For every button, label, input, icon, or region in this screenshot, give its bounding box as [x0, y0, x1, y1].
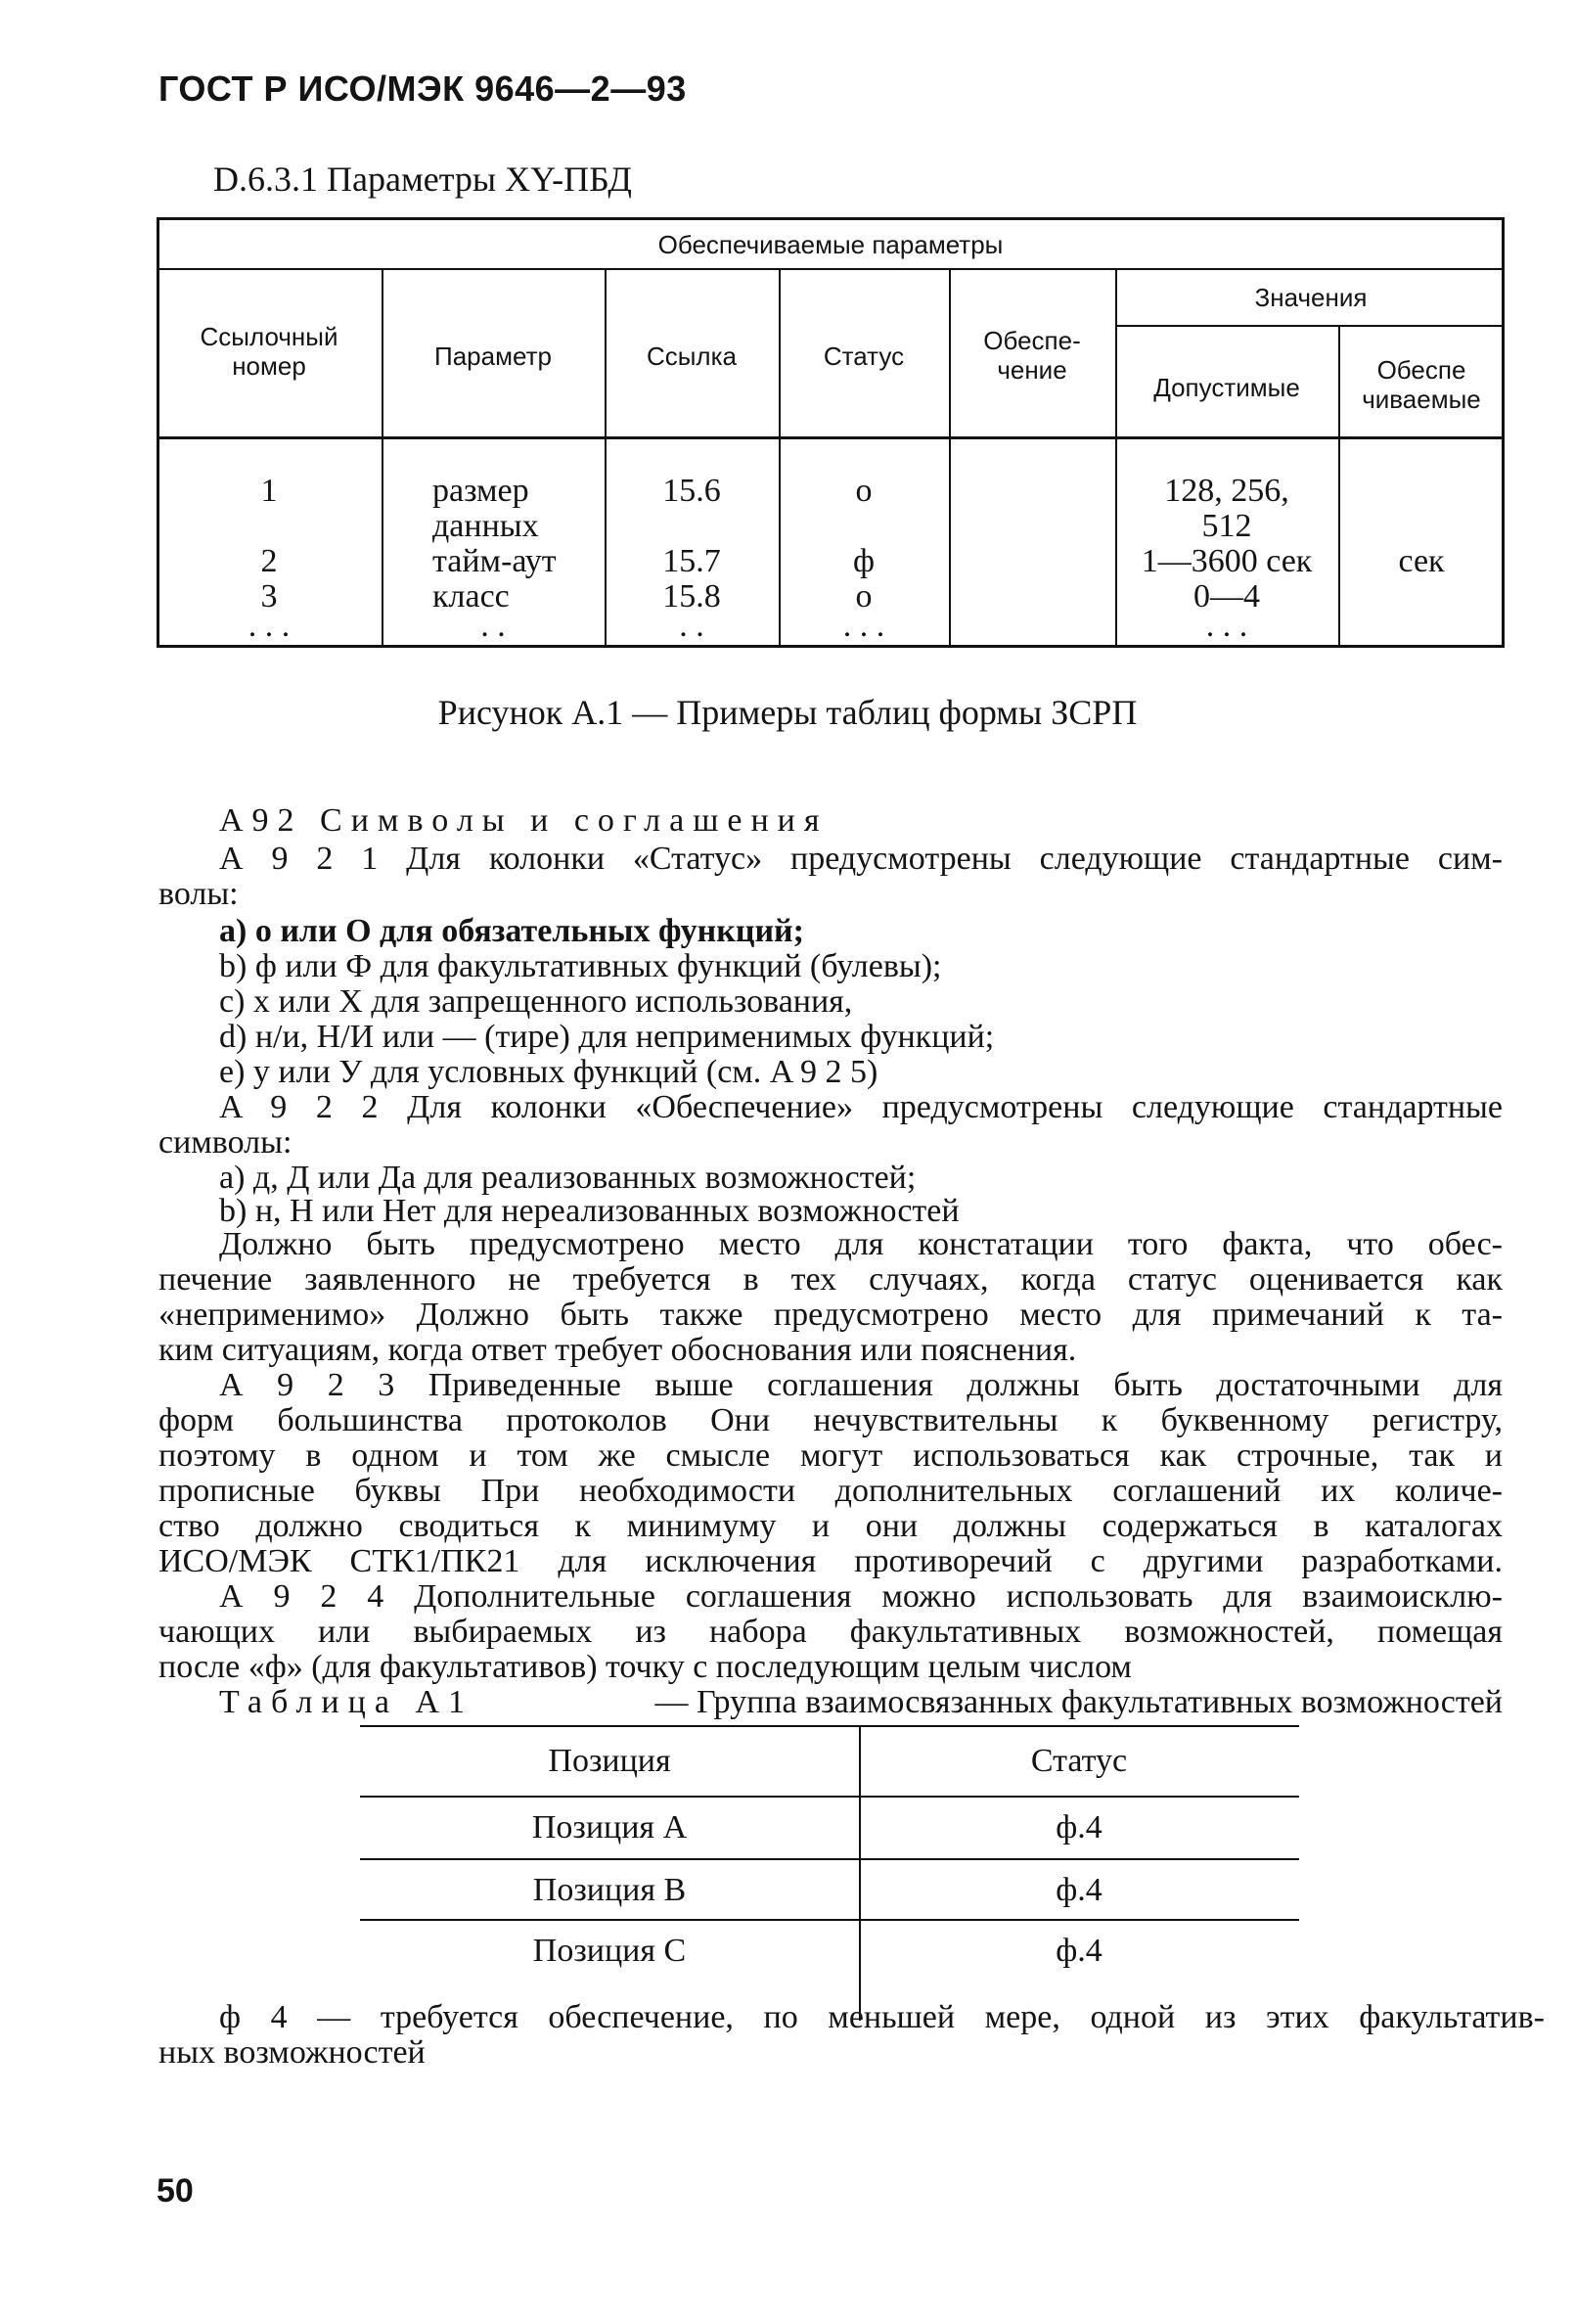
list-item: c) x или X для запрещенного использования, — [219, 983, 853, 1020]
table-top-rule — [157, 217, 1505, 220]
cell-ellipsis: . . . — [248, 608, 291, 644]
table-a1-row-rule — [360, 1858, 1299, 1860]
table-a1-cell: Позиция C — [532, 1933, 687, 1969]
cell-allowed: 128, 256, — [1164, 473, 1289, 509]
cell-parameter: тайм-аут — [432, 543, 557, 579]
cell-number: 2 — [260, 543, 278, 579]
list-item: a) o или O для обязательных функций; — [219, 913, 804, 949]
body-line: прописные буквы При необходимости дополнительных соглашений их количе- — [158, 1473, 1503, 1509]
table-a1-row-rule — [360, 1919, 1299, 1921]
cell-ellipsis: . . — [679, 608, 704, 644]
figure-caption: Рисунок A.1 — Примеры таблиц формы ЗСРП — [437, 693, 1138, 732]
header-supported-parameters: Обеспечиваемые параметры — [657, 230, 1004, 259]
header-line: Обеспе- — [983, 326, 1081, 355]
body-line: Должно быть предусмотрено место для констатации того факта, что обес- — [219, 1226, 1503, 1262]
page-number: 50 — [157, 2172, 194, 2210]
document-header-title: ГОСТ Р ИСО/МЭК 9646—2—93 — [158, 68, 687, 109]
header-values: Значения — [1254, 283, 1368, 312]
body-line: поэтому в одном и том же смысле могут использоваться как строчные, так и — [158, 1437, 1503, 1474]
table-a1-caption — [219, 1684, 1503, 1721]
column-divider — [949, 268, 951, 645]
values-group-rule — [1115, 325, 1505, 327]
cell-status: o — [855, 578, 873, 615]
body-line: А 9 2 4 Дополнительные соглашения можно использовать для взаимоисклю- — [219, 1578, 1503, 1615]
cell-ellipsis: . . — [480, 608, 506, 644]
list-item: e) у или У для условных функций (см. A 9 2 5) — [219, 1054, 878, 1090]
body-line: чающих или выбираемых из набора факультативных возможностей, помещая — [158, 1614, 1503, 1650]
table-a1-cell: Позиция B — [532, 1872, 687, 1908]
header-parameter: Параметр — [434, 342, 552, 371]
header-line: номер — [232, 350, 306, 381]
cell-number: 3 — [260, 578, 278, 615]
cell-status: o — [855, 473, 873, 509]
cell-supported: сек — [1398, 543, 1445, 579]
body-line: после «ф» (для факультативов) точку с последующим целым числом — [158, 1649, 1132, 1685]
body-line: ИСО/МЭК СТК1/ПК21 для исключения противоречий с другими разработками. — [158, 1543, 1503, 1579]
table-a1-header-rule — [360, 1796, 1299, 1798]
table-a1-caption-label: Таблица А1 — [219, 1684, 473, 1720]
table-header-rule — [157, 436, 1505, 439]
table-bottom-rule — [157, 645, 1505, 648]
table-a1-cell: ф.4 — [1056, 1933, 1102, 1969]
list-item: d) н/и, Н/И или — (тире) для неприменимых функций; — [219, 1019, 995, 1055]
header-supported — [1338, 356, 1505, 415]
header-support — [949, 327, 1115, 386]
table-a1 — [360, 1725, 1299, 2097]
header-allowed: Допустимые — [1153, 373, 1300, 402]
body-line: ким ситуациям, когда ответ требует обоснования или пояснения. — [158, 1332, 1077, 1368]
cell-parameter: размер — [432, 473, 529, 509]
cell-allowed: 512 — [1201, 508, 1252, 544]
table-a1-cell: ф.4 — [1056, 1809, 1102, 1846]
list-item: b) н, Н или Нет для нереализованных возможностей — [219, 1193, 960, 1229]
cell-reference: 15.6 — [662, 473, 721, 509]
cell-number: 1 — [260, 473, 278, 509]
table-group-rule — [157, 268, 1505, 270]
table-a1-top-rule — [360, 1725, 1299, 1727]
cell-allowed: 0—4 — [1193, 578, 1260, 615]
table-border-right — [1502, 217, 1505, 648]
table-a1-cell: ф.4 — [1056, 1872, 1102, 1908]
cell-parameter: класс — [432, 578, 510, 615]
cell-allowed: 1—3600 сек — [1141, 543, 1313, 579]
header-line: Ссылочный — [200, 322, 338, 351]
body-line: форм большинства протоколов Они нечувствительны к буквенному регистру, — [158, 1402, 1503, 1438]
cell-parameter: данных — [432, 508, 539, 544]
footnote-line: ных возможностей — [158, 2034, 426, 2071]
body-line: символы: — [158, 1124, 292, 1161]
header-line: чение — [997, 354, 1067, 385]
section-heading: D.6.3.1 Параметры XY-ПБД — [213, 159, 632, 199]
table-a1-header-position: Позиция — [548, 1743, 671, 1779]
header-reference: Ссылка — [646, 342, 738, 371]
list-item: a) д, Д или Да для реализованных возможностей; — [219, 1160, 917, 1196]
list-item: b) ф или Ф для факультативных функций (булевы); — [219, 948, 942, 984]
header-status: Статус — [823, 342, 905, 371]
cell-reference: 15.7 — [662, 543, 721, 579]
body-line: ство должно сводиться к минимуму и они должны содержаться в каталогах — [158, 1508, 1503, 1544]
column-divider — [382, 268, 383, 645]
body-line: А 9 2 1 Для колонки «Статус» предусмотрены следующие стандартные сим- — [219, 841, 1503, 877]
body-line: волы: — [158, 876, 239, 912]
table-a1-header-status: Статус — [1030, 1743, 1128, 1779]
header-line: чиваемые — [1362, 384, 1481, 414]
section-a92-heading: А92 Символы и соглашения — [219, 802, 829, 839]
body-line: «неприменимо» Должно быть также предусмотрено место для примечаний к та- — [158, 1297, 1503, 1333]
table-a1-caption-text: — Группа взаимосвязанных факультативных возможностей — [654, 1684, 1503, 1720]
cell-reference: 15.8 — [662, 578, 721, 615]
body-line: А 9 2 3 Приведенные выше соглашения должны быть достаточными для — [219, 1367, 1503, 1403]
footnote-line: ф 4 — требуется обеспечение, по меньшей мере, одной из этих факультатив- — [219, 1999, 1545, 2035]
body-line: печение заявленного не требуется в тех случаях, когда статус оценивается как — [158, 1261, 1503, 1298]
cell-ellipsis: . . . — [1205, 608, 1248, 644]
cell-status: ф — [852, 543, 876, 579]
header-reference-number — [157, 323, 382, 382]
body-line: A 9 2 2 Для колонки «Обеспечение» предусмотрены следующие стандартные — [219, 1089, 1503, 1125]
parameters-table — [157, 217, 1507, 648]
table-a1-cell: Позиция A — [531, 1809, 688, 1846]
header-line: Обеспе — [1376, 355, 1466, 385]
cell-ellipsis: . . . — [842, 608, 885, 644]
